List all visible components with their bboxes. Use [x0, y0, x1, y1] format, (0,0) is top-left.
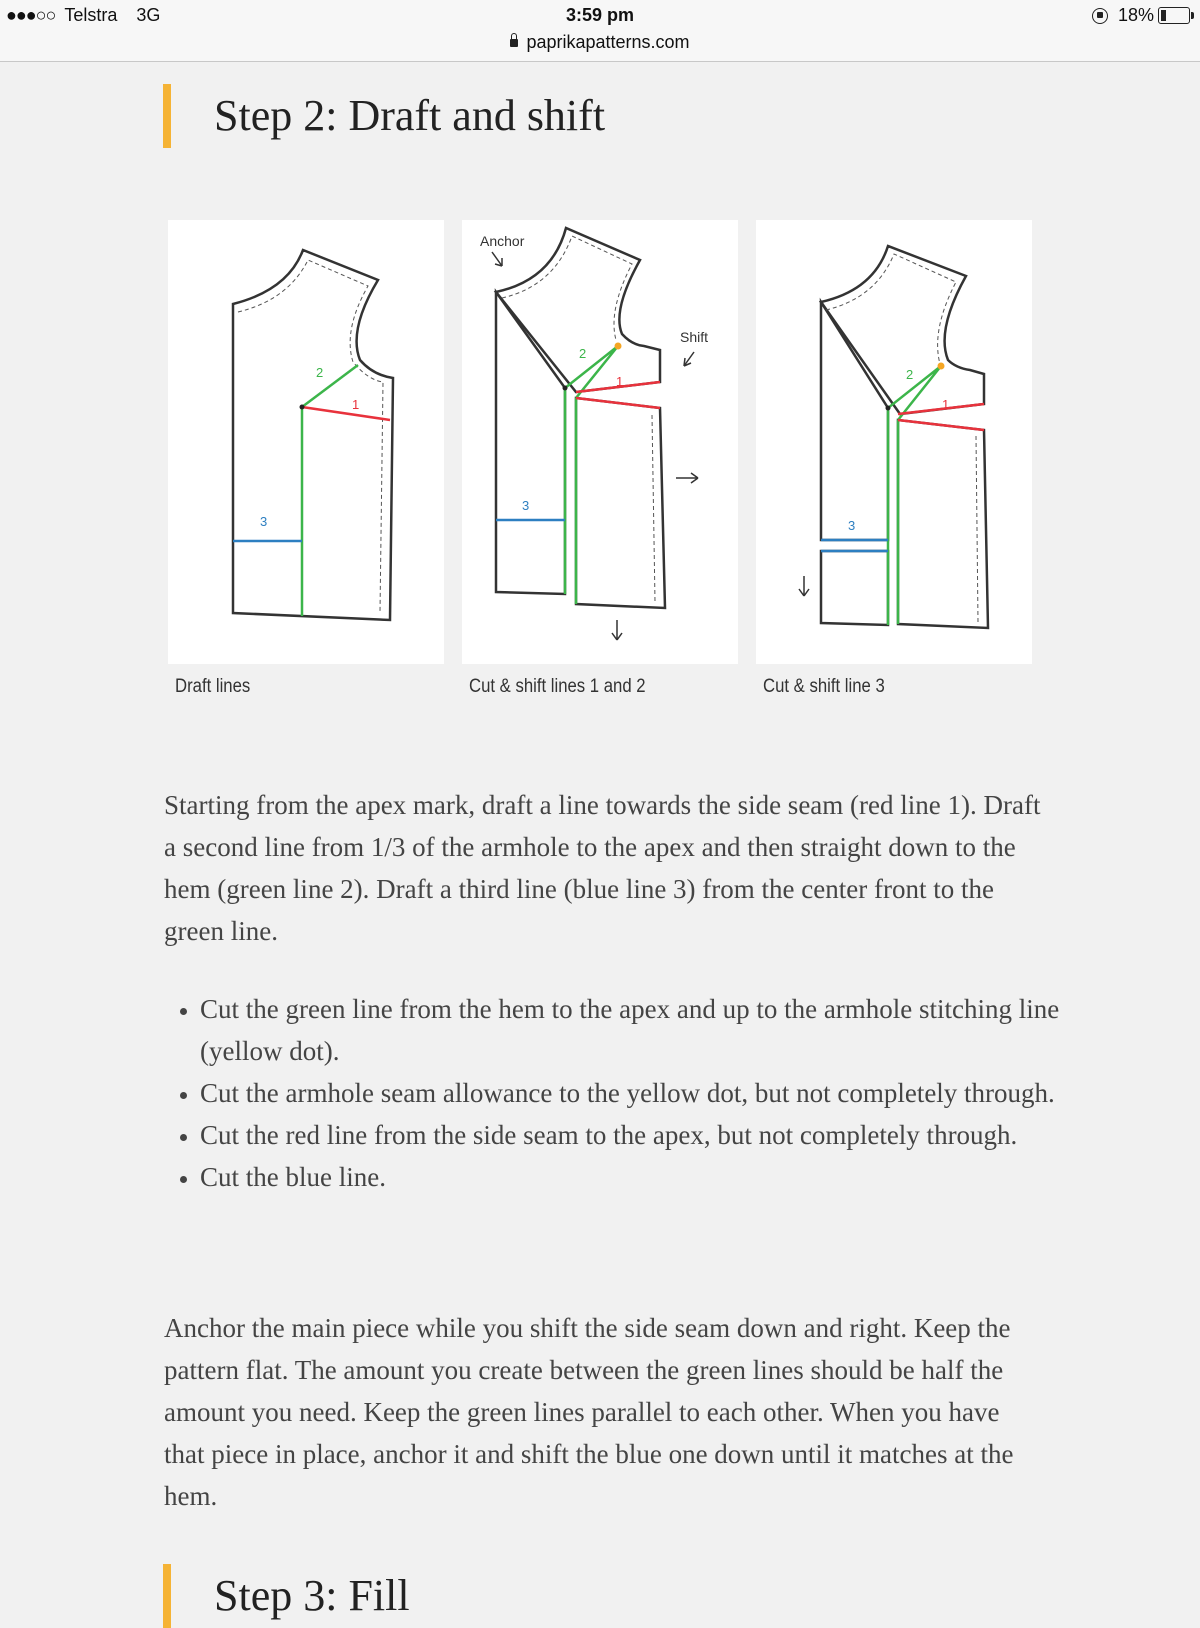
- section-heading: [163, 84, 605, 148]
- section-title: Step 2: Draft and shift: [214, 91, 606, 140]
- anchor-arrow-icon: [492, 252, 502, 266]
- label-shift: Shift: [680, 329, 709, 345]
- list-item: • Cut the blue line.: [200, 1156, 1080, 1198]
- main-piece-top: [496, 228, 660, 392]
- cut-shift-3-diagram: [756, 220, 1032, 664]
- outro-paragraph: Anchor the main piece while you shift the side seam down and right. Keep the pattern flat. The amount you create between the green lines should be half the amount you need. Keep the green lines parallel to each other. When you have that piece in place, anchor it and shift the blue one down until it matches at the hem.: [164, 1313, 1014, 1511]
- figure-cut-shift-3: [756, 220, 1032, 664]
- rotation-lock-icon: [1092, 8, 1108, 24]
- status-right: [1092, 5, 1190, 26]
- red-line-1: [898, 404, 984, 430]
- battery-percent: 18%: [1117, 5, 1154, 25]
- label-1: 1: [942, 397, 950, 412]
- list-item: • Cut the red line from the side seam to the apex, but not completely through.: [200, 1114, 1080, 1156]
- blue-line-3: [821, 540, 888, 551]
- figure-caption-3: Cut & shift line 3: [763, 676, 885, 697]
- down-arrow-icon: [612, 620, 622, 640]
- stitch-line-side: [652, 415, 655, 602]
- main-piece-left: [496, 292, 565, 594]
- figure-caption-1: Draft lines: [175, 676, 251, 697]
- figure-draft-lines: [168, 220, 444, 664]
- blue-panel-shifted: [821, 551, 888, 625]
- address-bar[interactable]: [0, 32, 1200, 53]
- figure-caption-2: Cut & shift lines 1 and 2: [469, 676, 646, 697]
- label-2: 2: [316, 365, 324, 380]
- signal-strength-icon: ●●●○○: [6, 5, 56, 25]
- figure-cut-shift-1-2: [462, 220, 738, 664]
- stitch-line-side: [976, 436, 978, 622]
- apex-mark: [300, 405, 305, 410]
- green-line-2: [302, 365, 358, 407]
- main-piece-left: [821, 302, 888, 540]
- next-section-heading: [163, 1564, 410, 1628]
- main-piece-top: [821, 246, 984, 414]
- steps-list: [164, 988, 1080, 1198]
- status-bar: [0, 0, 1200, 62]
- side-panel: [898, 420, 988, 628]
- cut-shift-1-2-diagram: [462, 220, 738, 664]
- apex-mark: [563, 386, 568, 391]
- clock: 3:59 pm: [565, 5, 635, 25]
- lock-icon: [510, 39, 518, 47]
- label-1: 1: [352, 397, 360, 412]
- yellow-dot: [938, 363, 945, 370]
- side-panel: [576, 398, 665, 608]
- stitch-line: [826, 254, 956, 364]
- url-text[interactable]: paprikapatterns.com: [526, 32, 690, 52]
- label-3: 3: [260, 514, 268, 529]
- red-line-1: [302, 407, 390, 420]
- apex-mark: [886, 406, 891, 411]
- down-arrow-icon: [799, 576, 809, 596]
- network-type: 3G: [136, 5, 161, 25]
- label-3: 3: [522, 498, 530, 513]
- label-anchor: Anchor: [480, 233, 525, 249]
- label-3: 3: [848, 518, 856, 533]
- label-2: 2: [906, 367, 914, 382]
- label-2: 2: [579, 346, 587, 361]
- bodice-outline: [233, 250, 393, 620]
- next-section-title: Step 3: Fill: [214, 1571, 410, 1620]
- right-arrow-icon: [676, 473, 698, 483]
- battery-icon: [1158, 7, 1190, 24]
- intro-paragraph: Starting from the apex mark, draft a line towards the side seam (red line 1). Draft a second line from 1/3 of the armhole to the apex and then straight down to the hem (green line 2). Draft a third line (blue line 3) from the center front to the green line.: [164, 790, 1041, 946]
- label-1: 1: [616, 374, 624, 389]
- shift-arrow-icon: [684, 352, 694, 366]
- yellow-dot: [615, 343, 622, 350]
- draft-lines-diagram: [168, 220, 444, 664]
- list-item: • Cut the armhole seam allowance to the yellow dot, but not completely through.: [200, 1072, 1080, 1114]
- list-item: • Cut the green line from the hem to the apex and up to the armhole stitching line (yellow dot).: [200, 988, 1080, 1072]
- carrier-name: Telstra: [64, 5, 118, 25]
